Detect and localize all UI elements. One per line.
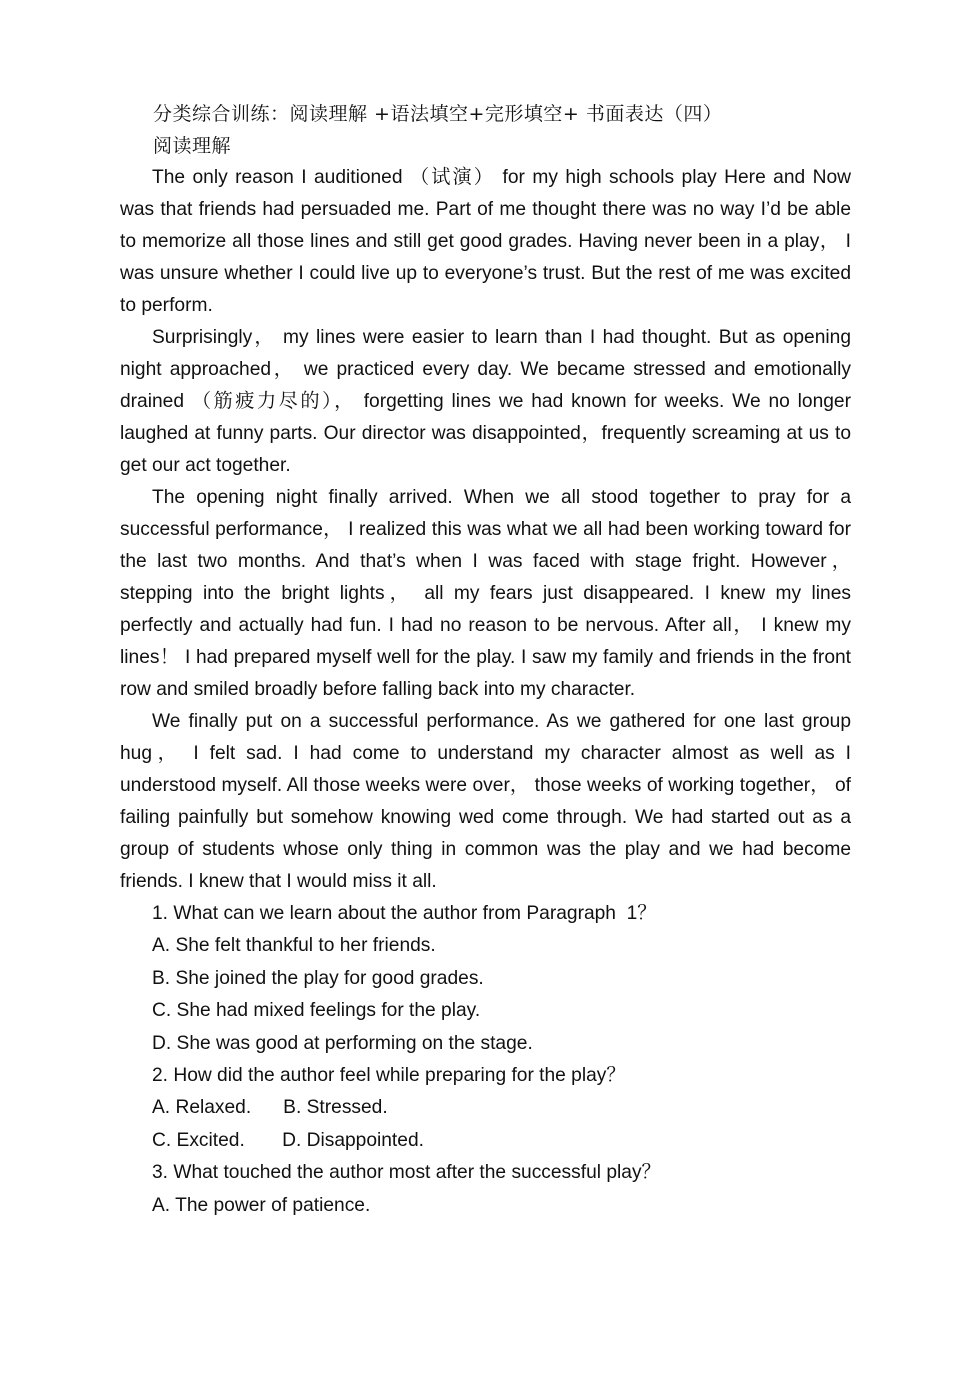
question-2-options-cd: C. Excited. D. Disappointed. [152,1129,424,1151]
passage-paragraph-4: We finally put on a successful performance. As we gathered for one last group hug， I felt sad. I had come to understand my character almost as well as I understood myself. All those weeks were over， those weeks of working together， of failing painfully but somehow knowing wed come through. We had started out as a group of students whose only thing in common was the play and we had become friends. I knew that I would miss it all. [120,711,851,892]
question-1-option-b: B. She joined the play for good grades. [152,967,484,989]
passage-paragraph-3: The opening night finally arrived. When we all stood together to pray for a successful performance， I realized this was what we all had been working toward for the last two months. And that’s when I was faced with stage fright. However， stepping into the bright lights， all my fears just disappeared. I knew my lines perfectly and actually had fun. I had no reason to be nervous. After all， I knew my lines！ I had prepared myself well for the play. I saw my family and friends in the front row and smiled broadly before falling back into my character. [120,487,851,700]
question-2: 2. How did the author feel while preparing for the play？ [152,1065,626,1087]
passage-paragraph-2: Surprisingly， my lines were easier to learn than I had thought. But as opening night approached， we practiced every day. We became stressed and emotionally drained （筋疲力尽的）， forgetting lines we had known for weeks. We no longer laughed at funny parts. Our director was disappointed，frequently screaming at us to get our act together. [120,327,851,476]
question-1-option-a: A. She felt thankful to her friends. [152,935,436,957]
question-3-option-a: A. The power of patience. [152,1194,371,1216]
passage-paragraph-1: The only reason I auditioned （试演） for my high schools play Here and Now was that friends had persuaded me. Part of me thought there was no way I’d be able to memorize all those lines and still get good grades. Having never been in a play， I was unsure whether I could live up to everyone’s trust. But the rest of me was excited to perform. [120,167,851,316]
question-1: 1. What can we learn about the author from Paragraph 1？ [152,903,657,924]
section-heading: 阅读理解 [153,135,232,157]
document-content [120,98,851,1222]
question-3: 3. What touched the author most after the successful play？ [152,1162,661,1184]
document-title: 分类综合训练：阅读理解 +语法填空+完形填空+ 书面表达（四） [153,103,723,125]
question-2-options-ab: A. Relaxed. B. Stressed. [152,1097,388,1119]
question-1-option-c: C. She had mixed feelings for the play. [152,1000,481,1022]
question-1-option-d: D. She was good at performing on the stage. [152,1032,533,1054]
